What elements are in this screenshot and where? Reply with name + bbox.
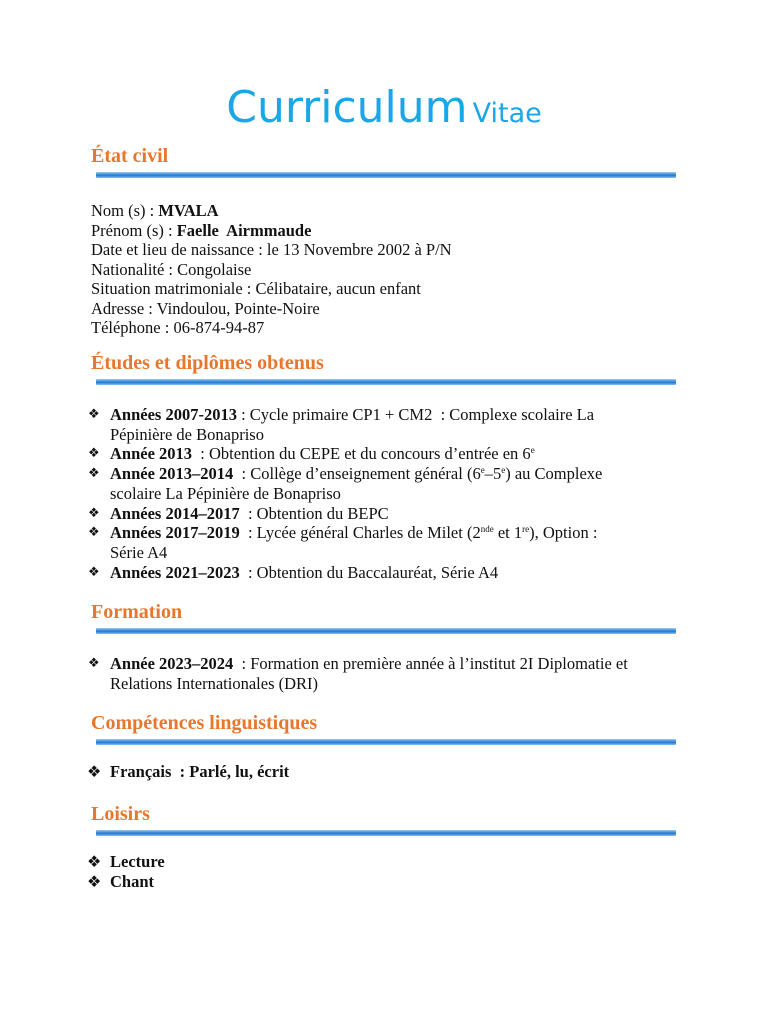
list-item: ❖ Lecture <box>87 852 165 871</box>
list-item: ❖ Années 2017–2019 : Lycée général Charles de Milet (2nde et 1re), Option : Série A4 <box>88 523 598 562</box>
section-etat-civil <box>91 144 681 338</box>
list-item: ❖ Année 2013–2014 : Collège d’enseignement général (6e–5e) au Complexe scolaire La Pépinière de Bonapriso <box>88 464 603 503</box>
section-divider <box>96 830 676 836</box>
prenom-value: Faelle Airmmaude <box>176 220 312 240</box>
competences-list <box>87 762 681 782</box>
prenom-line: Prénom (s) : Faelle Airmmaude <box>91 220 312 240</box>
bullet-icon: ❖ <box>88 525 100 541</box>
list-item: ❖ Année 2013 : Obtention du CEPE et du concours d’entrée en 6e <box>88 444 535 464</box>
etudes-list <box>88 405 681 582</box>
section-divider <box>96 628 676 634</box>
document-title <box>0 82 768 133</box>
etat-civil-details <box>91 201 681 338</box>
heading-formation: Formation <box>91 601 183 623</box>
adresse-line: Adresse : Vindoulou, Pointe-Noire <box>91 298 320 318</box>
naissance-line: Date et lieu de naissance : le 13 Novembre 2002 à P/N <box>91 240 452 259</box>
bullet-icon: ❖ <box>88 564 100 580</box>
list-item: ❖ Français : Parlé, lu, écrit <box>87 762 290 781</box>
loisirs-list <box>87 852 681 892</box>
section-divider <box>96 379 676 385</box>
heading-etudes: Études et diplômes obtenus <box>91 352 324 374</box>
bullet-icon: ❖ <box>87 762 102 781</box>
list-item: ❖ Années 2007-2013 : Cycle primaire CP1 + CM2 : Complexe scolaire La Pépinière de Bonapriso <box>88 405 595 444</box>
bullet-icon: ❖ <box>87 872 102 891</box>
section-competences <box>87 711 681 782</box>
section-loisirs <box>87 802 681 892</box>
bullet-icon: ❖ <box>88 446 100 462</box>
heading-competences: Compétences linguistiques <box>91 712 318 734</box>
list-item: ❖ Années 2014–2017 : Obtention du BEPC <box>88 503 389 523</box>
situation-line: Situation matrimoniale : Célibataire, aucun enfant <box>91 279 421 298</box>
heading-etat-civil: État civil <box>91 145 169 167</box>
section-divider <box>96 739 676 745</box>
title-word-vitae: Vitae <box>472 98 542 129</box>
bullet-icon: ❖ <box>88 466 100 482</box>
nom-line: Nom (s) : MVALA <box>91 201 219 220</box>
nom-value: MVALA <box>158 201 219 220</box>
list-item: ❖ Années 2021–2023 : Obtention du Baccalauréat, Série A4 <box>88 562 499 582</box>
section-formation <box>88 600 681 693</box>
title-word-curriculum: Curriculum <box>226 82 468 133</box>
telephone-line: Téléphone : 06-874-94-87 <box>91 318 265 337</box>
list-item: ❖ Chant <box>87 872 155 891</box>
list-item: ❖ Année 2023–2024 : Formation en première année à l’institut 2I Diplomatie et Relations Internationales (DRI) <box>88 654 628 693</box>
heading-loisirs: Loisirs <box>91 803 150 825</box>
bullet-icon: ❖ <box>88 656 100 671</box>
bullet-icon: ❖ <box>88 407 100 422</box>
nationalite-line: Nationalité : Congolaise <box>91 259 252 279</box>
formation-list <box>88 654 681 693</box>
bullet-icon: ❖ <box>88 505 100 521</box>
section-divider <box>96 172 676 178</box>
section-etudes <box>88 351 681 582</box>
bullet-icon: ❖ <box>87 852 102 871</box>
